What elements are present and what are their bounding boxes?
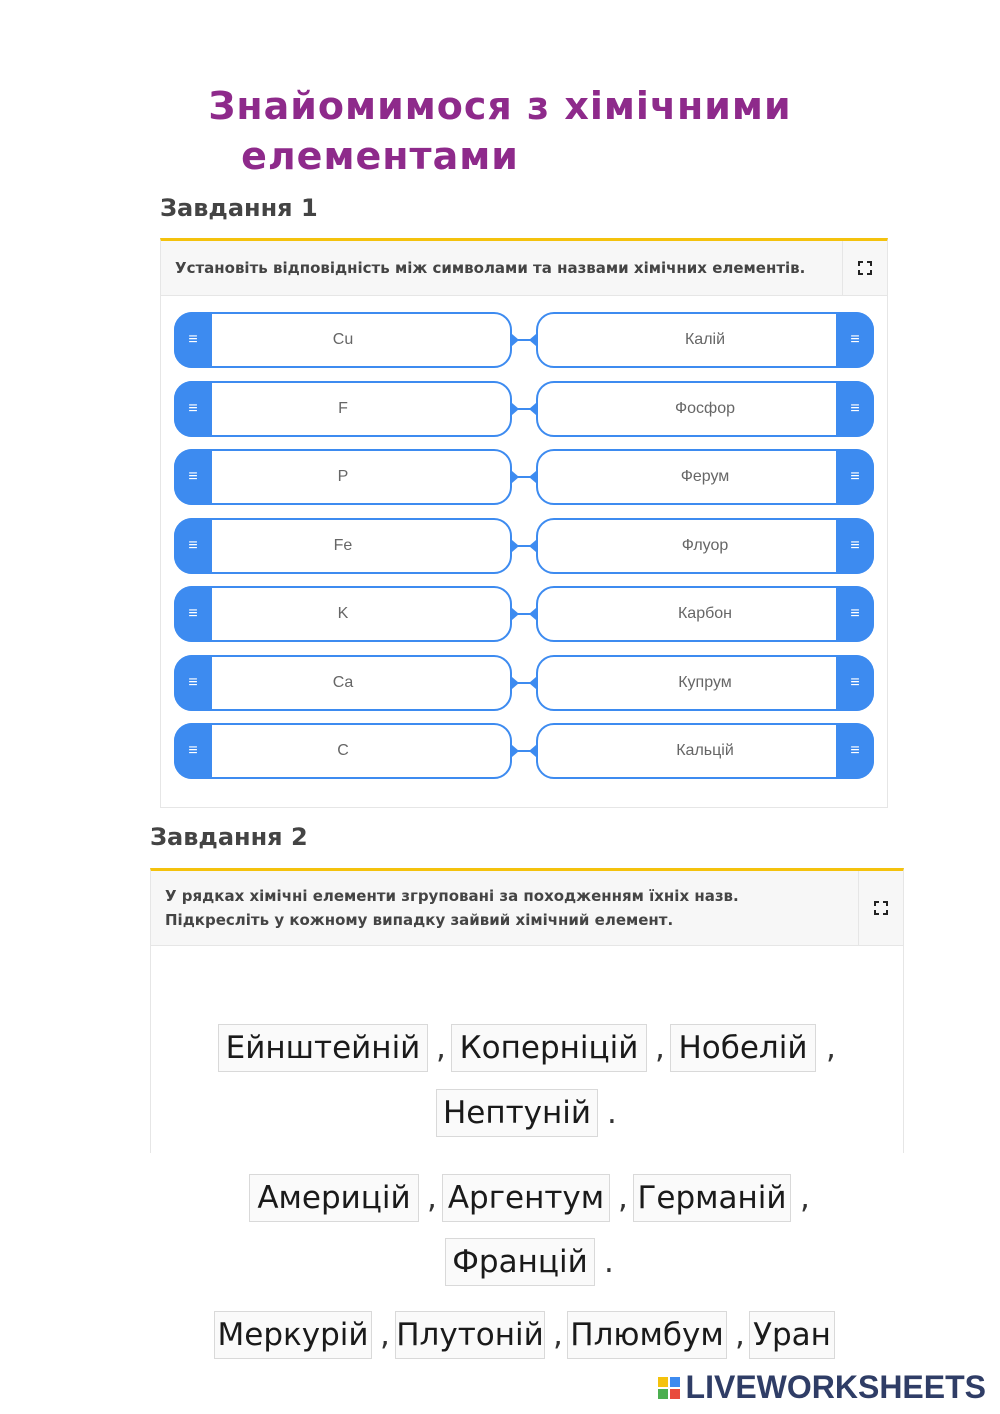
word-option[interactable]: Германій — [633, 1174, 791, 1222]
task1-panel — [160, 238, 888, 808]
drag-handle-icon[interactable]: ≡ — [174, 312, 212, 368]
liveworksheets-logo — [658, 1369, 986, 1406]
task2-instruction: У рядках хімічні елементи згруповані за походженням їхніх назв. Підкресліть у кожному випадку зайвий хімічний елемент. — [165, 887, 739, 929]
expand-button[interactable] — [858, 871, 903, 945]
name-label: Калій — [684, 331, 726, 348]
name-label: Флуор — [681, 537, 729, 554]
task1-heading: Завдання 1 — [160, 194, 318, 222]
symbol-card[interactable] — [174, 312, 512, 368]
task2-heading: Завдання 2 — [150, 823, 308, 851]
drag-handle-icon[interactable]: ≡ — [174, 723, 212, 779]
name-card[interactable] — [536, 312, 874, 368]
connector-tip-left — [512, 471, 519, 483]
word-option[interactable]: Америцій — [249, 1174, 419, 1222]
symbol-card[interactable] — [174, 518, 512, 574]
connector-tip-right — [529, 540, 536, 552]
word-option[interactable]: Меркурій — [214, 1311, 372, 1359]
drag-handle-icon[interactable]: ≡ — [836, 312, 874, 368]
page-title-line2: елементами — [241, 134, 519, 178]
drag-handle-icon[interactable]: ≡ — [174, 381, 212, 437]
word-option[interactable]: Коперніцій — [451, 1024, 647, 1072]
name-card[interactable] — [536, 518, 874, 574]
symbol-label: F — [338, 400, 348, 417]
connector-tip-right — [529, 334, 536, 346]
comma: , — [800, 1180, 810, 1216]
name-label: Ферум — [680, 468, 730, 485]
task2-instruction-bar — [151, 871, 903, 946]
comma: , — [553, 1317, 563, 1353]
comma: , — [826, 1030, 836, 1066]
name-label: Купрум — [678, 674, 732, 691]
task1-instruction-bar — [161, 241, 887, 296]
connector-tip-right — [529, 677, 536, 689]
connector-tip-left — [512, 334, 519, 346]
symbol-card[interactable] — [174, 586, 512, 642]
connector-tip-left — [512, 745, 519, 757]
page-title-line1: Знайомимося з хімічними — [208, 84, 792, 128]
expand-icon — [858, 261, 872, 275]
connector-tip-right — [529, 608, 536, 620]
symbol-label: Ca — [332, 674, 354, 691]
drag-handle-icon[interactable]: ≡ — [174, 586, 212, 642]
word-option[interactable]: Уран — [749, 1311, 835, 1359]
brand-text: LIVEWORKSHEETS — [685, 1369, 986, 1405]
period: . — [604, 1244, 614, 1280]
drag-handle-icon[interactable]: ≡ — [836, 518, 874, 574]
word-option[interactable]: Плутоній — [395, 1311, 545, 1359]
name-card[interactable] — [536, 586, 874, 642]
symbol-label: P — [337, 468, 349, 485]
name-card[interactable] — [536, 723, 874, 779]
connector-tip-left — [512, 608, 519, 620]
symbol-label: Cu — [332, 331, 354, 348]
connector-tip-right — [529, 471, 536, 483]
period: . — [607, 1095, 617, 1131]
connector-tip-left — [512, 403, 519, 415]
name-label: Кальцій — [676, 742, 734, 759]
symbol-label: K — [337, 605, 349, 622]
connector-tip-right — [529, 403, 536, 415]
symbol-label: Fe — [333, 537, 353, 554]
word-option[interactable]: Плюмбум — [567, 1311, 727, 1359]
drag-handle-icon[interactable]: ≡ — [836, 586, 874, 642]
expand-button[interactable] — [842, 241, 887, 295]
comma: , — [380, 1317, 390, 1353]
drag-handle-icon[interactable]: ≡ — [174, 655, 212, 711]
connector-tip-left — [512, 677, 519, 689]
word-option[interactable]: Ейнштейній — [218, 1024, 428, 1072]
comma: , — [427, 1180, 437, 1216]
comma: , — [655, 1030, 665, 1066]
name-label: Фосфор — [674, 400, 736, 417]
word-option[interactable]: Аргентум — [442, 1174, 610, 1222]
drag-handle-icon[interactable]: ≡ — [836, 723, 874, 779]
connector-tip-right — [529, 745, 536, 757]
name-card[interactable] — [536, 381, 874, 437]
drag-handle-icon[interactable]: ≡ — [174, 449, 212, 505]
symbol-label: C — [337, 742, 349, 759]
name-card[interactable] — [536, 655, 874, 711]
symbol-card[interactable] — [174, 449, 512, 505]
name-label: Карбон — [677, 605, 732, 622]
symbol-card[interactable] — [174, 655, 512, 711]
symbol-card[interactable] — [174, 723, 512, 779]
symbol-card[interactable] — [174, 381, 512, 437]
connector-tip-left — [512, 540, 519, 552]
comma: , — [436, 1030, 446, 1066]
word-option[interactable]: Нептуній — [436, 1089, 598, 1137]
comma: , — [618, 1180, 628, 1216]
word-option[interactable]: Францій — [445, 1238, 595, 1286]
drag-handle-icon[interactable]: ≡ — [174, 518, 212, 574]
comma: , — [735, 1317, 745, 1353]
task1-instruction: Установіть відповідність між символами та назвами хімічних елементів. — [175, 259, 806, 277]
name-card[interactable] — [536, 449, 874, 505]
drag-handle-icon[interactable]: ≡ — [836, 381, 874, 437]
word-option[interactable]: Нобелій — [670, 1024, 816, 1072]
expand-icon — [874, 901, 888, 915]
drag-handle-icon[interactable]: ≡ — [836, 655, 874, 711]
drag-handle-icon[interactable]: ≡ — [836, 449, 874, 505]
liveworksheets-icon — [658, 1377, 680, 1399]
